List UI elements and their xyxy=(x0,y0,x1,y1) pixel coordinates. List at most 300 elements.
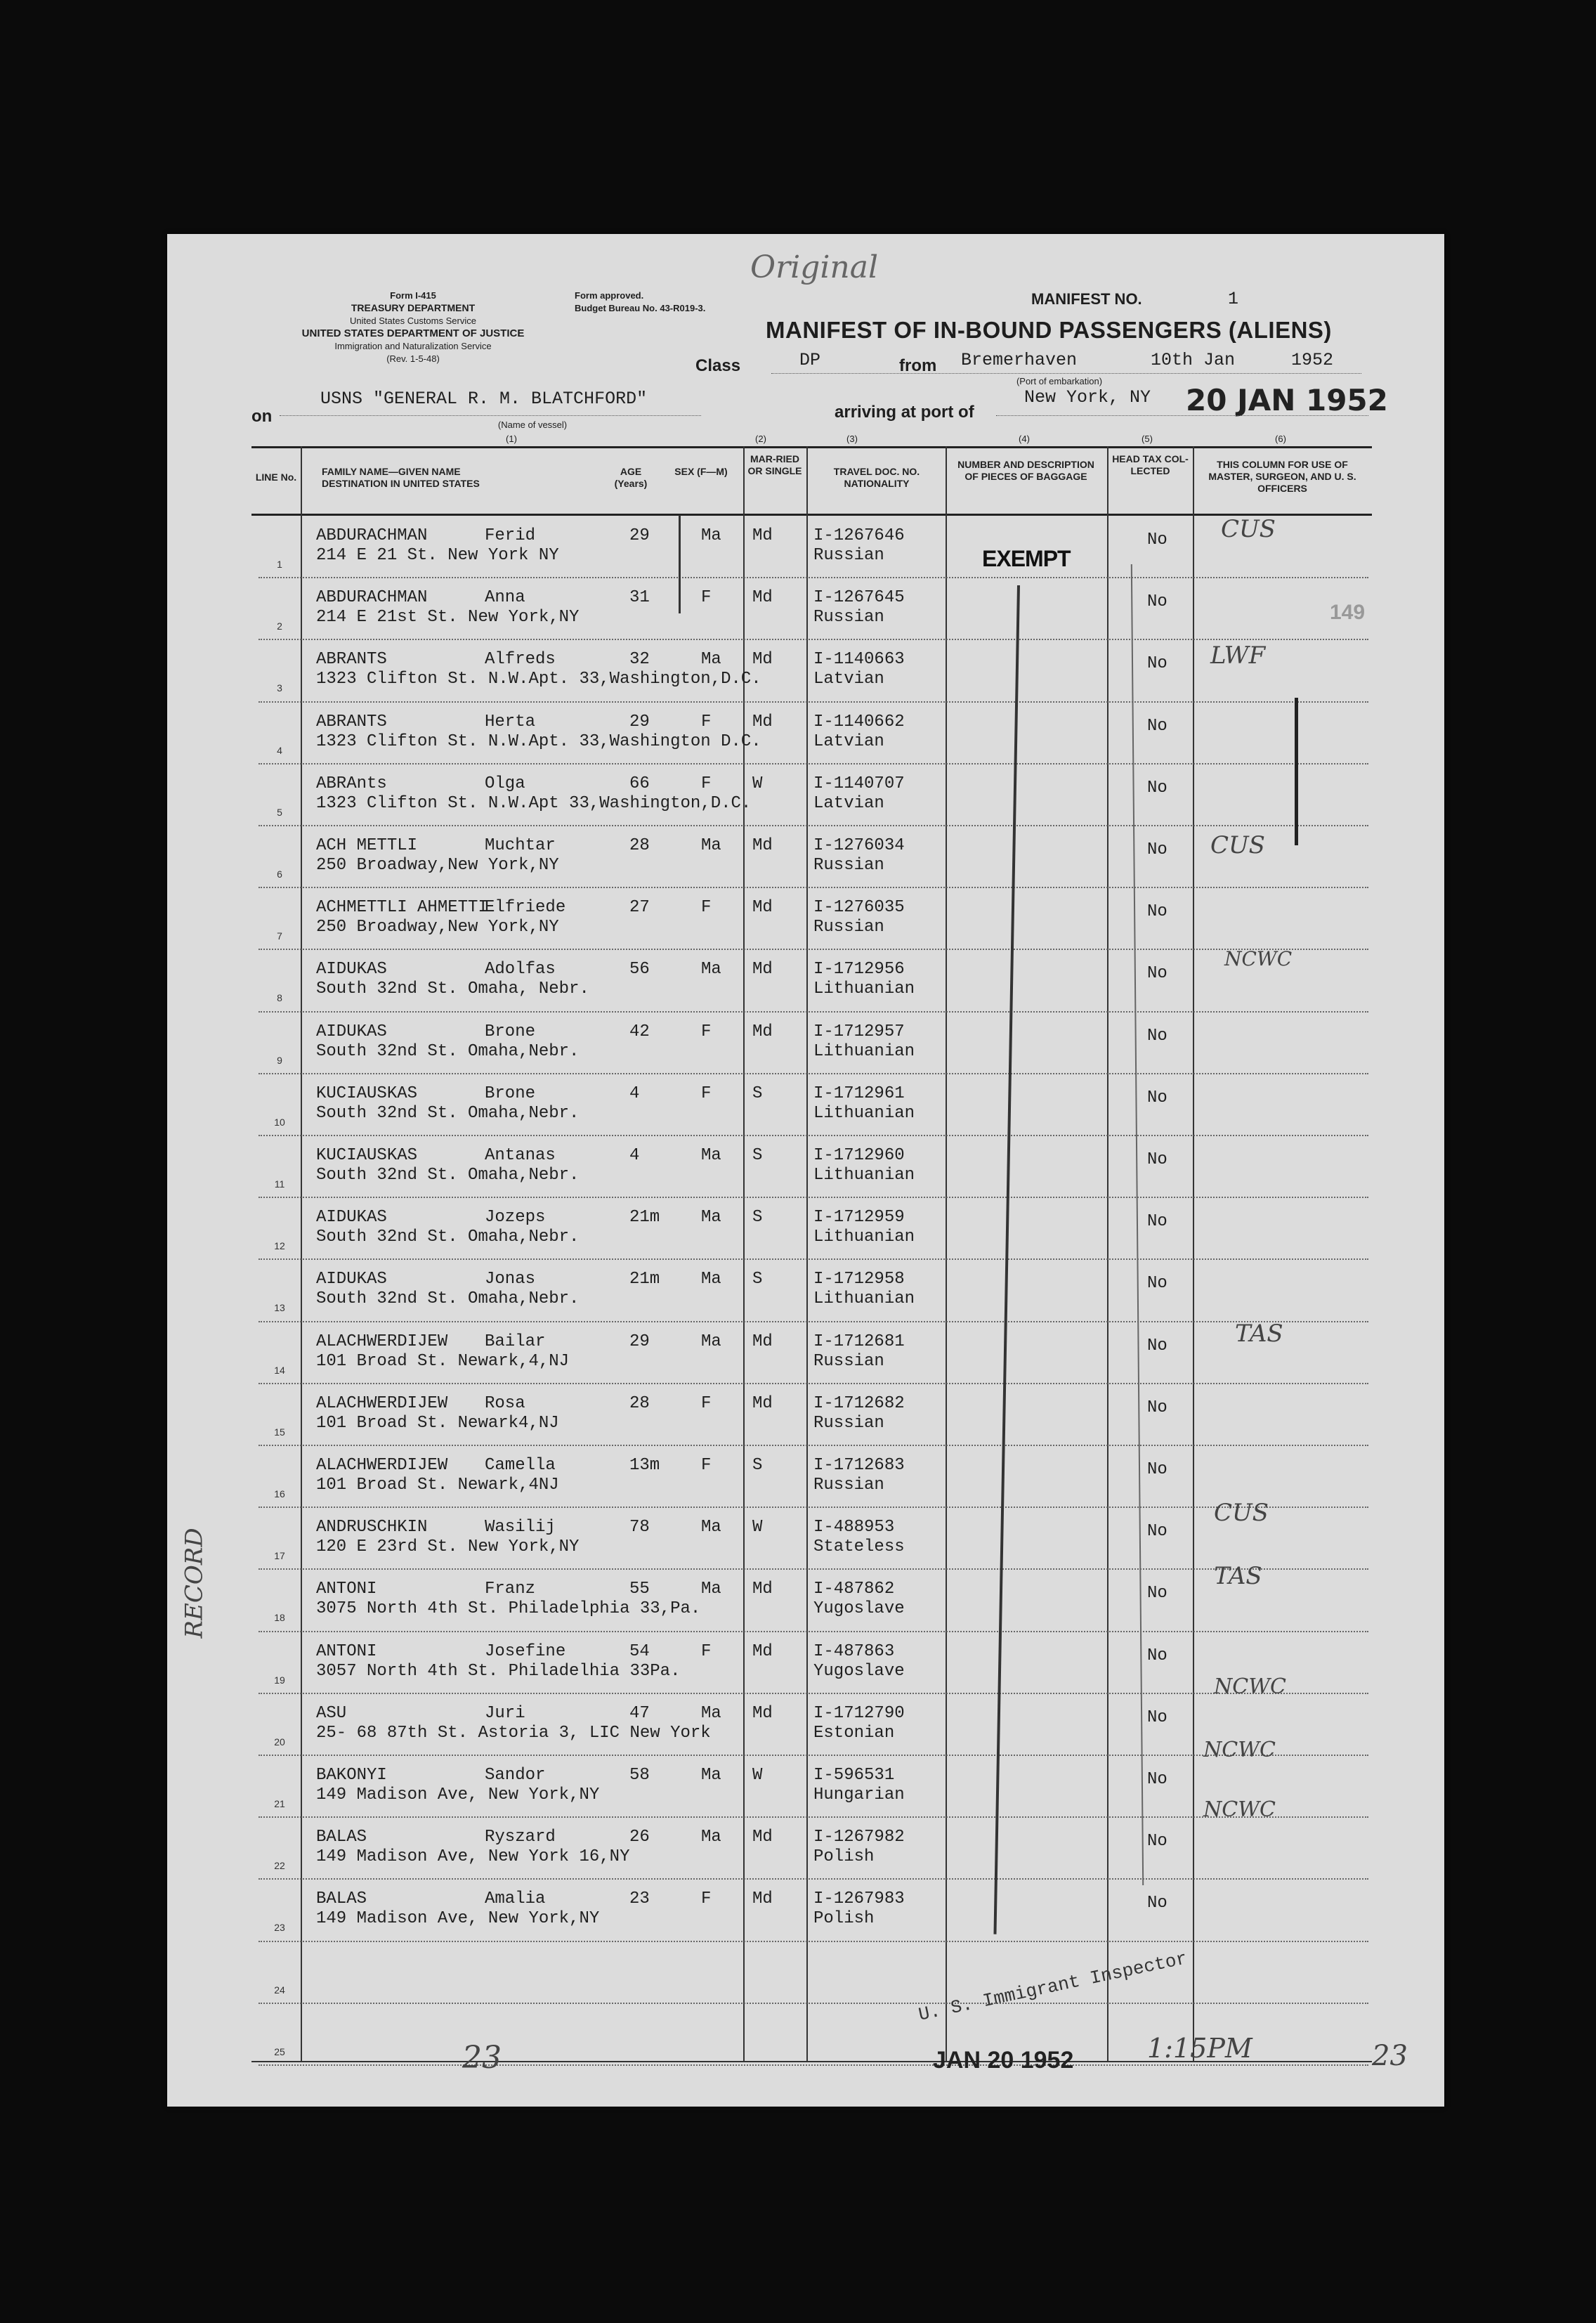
from-value: Bremerhaven xyxy=(961,350,1078,370)
nationality: Yugoslave xyxy=(813,1661,905,1681)
age: 56 xyxy=(629,960,650,980)
nationality: Russian xyxy=(813,856,884,875)
officer-note: LWF xyxy=(1210,642,1266,670)
family-name: BAKONYI xyxy=(316,1766,387,1785)
given-name: Camella xyxy=(485,1456,556,1475)
manifest-no: 1 xyxy=(1228,289,1239,309)
given-name: Juri xyxy=(485,1703,525,1723)
from-year: 1952 xyxy=(1291,350,1334,370)
col-number-6: (6) xyxy=(1275,434,1286,444)
travel-doc-no: I-1140707 xyxy=(813,774,905,793)
family-name: ASU xyxy=(316,1703,347,1723)
destination: 1323 Clifton St. N.W.Apt. 33,Washington,D.C. xyxy=(316,670,761,689)
travel-doc-no: I-1267646 xyxy=(813,526,905,545)
destination: South 32nd St. Omaha,Nebr. xyxy=(316,1041,580,1061)
given-name: Josefine xyxy=(485,1641,566,1661)
head-tax: No xyxy=(1147,1274,1167,1294)
sex: Ma xyxy=(701,1208,721,1228)
marital-status: Md xyxy=(752,650,773,670)
line-number: 3 xyxy=(277,682,282,694)
family-name: ACH METTLI xyxy=(316,836,418,855)
line-number: 16 xyxy=(274,1488,285,1499)
header-travel-doc: TRAVEL DOC. NO. NATIONALITY xyxy=(833,466,920,489)
family-name: KUCIAUSKAS xyxy=(316,1146,418,1165)
given-name: Ryszard xyxy=(485,1828,556,1847)
destination: 120 E 23rd St. New York,NY xyxy=(316,1537,580,1557)
line-number: 24 xyxy=(274,1984,285,1996)
marital-status: W xyxy=(752,1766,763,1785)
nationality: Estonian xyxy=(813,1723,895,1743)
head-tax: No xyxy=(1147,1026,1167,1046)
destination: 214 E 21st St. New York,NY xyxy=(316,608,580,627)
head-tax: No xyxy=(1147,778,1167,798)
given-name: Anna xyxy=(485,588,525,608)
given-name: Adolfas xyxy=(485,960,556,980)
form-rev: (Rev. 1-5-48) xyxy=(386,353,440,364)
given-name: Amalia xyxy=(485,1889,546,1909)
line-number: 11 xyxy=(274,1178,285,1190)
row-divider xyxy=(259,1941,1368,1942)
header-sex: SEX (F—M) xyxy=(674,466,728,477)
marital-status: Md xyxy=(752,960,773,980)
row-divider xyxy=(259,701,1368,703)
age: 78 xyxy=(629,1518,650,1537)
destination: 250 Broadway,New York,NY xyxy=(316,918,559,937)
destination: South 32nd St. Omaha,Nebr. xyxy=(316,1289,580,1309)
travel-doc-no: I-1267645 xyxy=(813,588,905,608)
nationality: Latvian xyxy=(813,793,884,813)
marital-status: Md xyxy=(752,1022,773,1041)
sex: F xyxy=(701,1456,712,1475)
given-name: Sandor xyxy=(485,1766,546,1785)
given-name: Herta xyxy=(485,712,536,731)
age: 21m xyxy=(629,1208,660,1228)
header-baggage: NUMBER AND DESCRIPTION OF PIECES OF BAGGAGE xyxy=(957,459,1094,482)
head-tax: No xyxy=(1147,654,1167,674)
marital-status: Md xyxy=(752,1828,773,1847)
head-tax: No xyxy=(1147,1150,1167,1169)
travel-doc-no: I-1712683 xyxy=(813,1456,905,1475)
margin-record-note: RECORD xyxy=(180,1528,209,1639)
marital-status: W xyxy=(752,1518,763,1537)
nationality: Lithuanian xyxy=(813,1103,915,1123)
family-name: ABDURACHMAN xyxy=(316,588,428,608)
family-name: AIDUKAS xyxy=(316,1270,387,1289)
travel-doc-no: I-1267983 xyxy=(813,1889,905,1909)
destination: South 32nd St. Omaha,Nebr. xyxy=(316,1166,580,1185)
header-name: FAMILY NAME—GIVEN NAME DESTINATION IN UNITED STATES xyxy=(322,466,480,489)
nationality: Russian xyxy=(813,608,884,627)
line-number: 2 xyxy=(277,620,282,632)
line-number: 25 xyxy=(274,2045,285,2057)
family-name: ANTONI xyxy=(316,1580,377,1599)
destination: 101 Broad St. Newark4,NJ xyxy=(316,1413,559,1433)
row-divider xyxy=(259,639,1368,640)
nationality: Lithuanian xyxy=(813,1041,915,1061)
marital-status: Md xyxy=(752,1641,773,1661)
nationality: Lithuanian xyxy=(813,1166,915,1185)
line-number: 19 xyxy=(274,1674,285,1686)
destination: 214 E 21 St. New York NY xyxy=(316,546,559,565)
col-number-2: (2) xyxy=(755,434,766,444)
given-name: Muchtar xyxy=(485,836,556,855)
family-name: ALACHWERDIJEW xyxy=(316,1332,448,1351)
given-name: Jonas xyxy=(485,1270,536,1289)
travel-doc-no: I-596531 xyxy=(813,1766,895,1785)
sex: F xyxy=(701,1084,712,1103)
sex: F xyxy=(701,1022,712,1041)
head-tax: No xyxy=(1147,592,1167,612)
marital-status: S xyxy=(752,1084,763,1103)
given-name: Alfreds xyxy=(485,650,556,670)
class-label: Class xyxy=(695,356,741,375)
marital-status: Md xyxy=(752,712,773,731)
travel-doc-no: I-1712958 xyxy=(813,1270,905,1289)
destination: 1323 Clifton St. N.W.Apt. 33,Washington D.C. xyxy=(316,731,761,751)
row-divider xyxy=(259,1631,1368,1632)
marital-status: Md xyxy=(752,588,773,608)
customs-service: United States Customs Service xyxy=(350,315,476,326)
manifest-page xyxy=(167,234,1444,2107)
destination: 1323 Clifton St. N.W.Apt 33,Washington,D.C. xyxy=(316,793,752,813)
family-name: BALAS xyxy=(316,1889,367,1909)
from-label: from xyxy=(899,356,937,375)
marital-status: Md xyxy=(752,1889,773,1909)
travel-doc-no: I-1712961 xyxy=(813,1084,905,1103)
line-number: 15 xyxy=(274,1426,285,1438)
header-officers: THIS COLUMN FOR USE OF MASTER, SURGEON, AND U. S. OFFICERS xyxy=(1208,459,1356,494)
sex: Ma xyxy=(701,650,721,670)
marital-status: Md xyxy=(752,526,773,545)
line-number: 12 xyxy=(274,1240,285,1252)
row-divider xyxy=(259,825,1368,826)
travel-doc-no: I-1712959 xyxy=(813,1208,905,1228)
travel-doc-no: I-1140663 xyxy=(813,650,905,670)
marital-status: S xyxy=(752,1270,763,1289)
head-tax: No xyxy=(1147,1460,1167,1479)
sex: Ma xyxy=(701,1270,721,1289)
travel-doc-no: I-487863 xyxy=(813,1641,895,1661)
line-number: 1 xyxy=(277,559,282,570)
sex: Ma xyxy=(701,1703,721,1723)
row-divider xyxy=(259,1011,1368,1013)
family-name: ABDURACHMAN xyxy=(316,526,428,545)
travel-doc-no: I-1267982 xyxy=(813,1828,905,1847)
row-divider xyxy=(259,1073,1368,1074)
age: 66 xyxy=(629,774,650,793)
family-name: ACHMETTLI AHMETTI xyxy=(316,898,488,918)
marital-status: S xyxy=(752,1456,763,1475)
vessel-name: USNS "GENERAL R. M. BLATCHFORD" xyxy=(320,389,648,409)
nationality: Latvian xyxy=(813,731,884,751)
age: 29 xyxy=(629,526,650,545)
nationality: Lithuanian xyxy=(813,1289,915,1309)
marital-status: Md xyxy=(752,1332,773,1351)
travel-doc-no: I-487862 xyxy=(813,1580,895,1599)
age: 55 xyxy=(629,1580,650,1599)
age: 23 xyxy=(629,1889,650,1909)
sex: F xyxy=(701,1393,712,1413)
col-number-1: (1) xyxy=(506,434,517,444)
row-divider xyxy=(259,1383,1368,1384)
row-divider xyxy=(259,2003,1368,2004)
officer-note: CUS xyxy=(1210,831,1265,859)
age: 4 xyxy=(629,1146,640,1165)
age: 21m xyxy=(629,1270,660,1289)
time-note: 1:15PM xyxy=(1147,2033,1252,2064)
officer-note: NCWC xyxy=(1224,947,1293,970)
age: 29 xyxy=(629,1332,650,1351)
age: 32 xyxy=(629,650,650,670)
destination: 3075 North 4th St. Philadelphia 33,Pa. xyxy=(316,1599,701,1619)
head-tax: No xyxy=(1147,1398,1167,1417)
officer-note: NCWC xyxy=(1203,1738,1276,1762)
destination: 250 Broadway,New York,NY xyxy=(316,856,559,875)
officer-note: NCWC xyxy=(1214,1674,1286,1699)
officer-note: TAS xyxy=(1214,1562,1262,1590)
destination: 149 Madison Ave, New York 16,NY xyxy=(316,1847,630,1867)
row-divider xyxy=(259,1135,1368,1136)
sex: Ma xyxy=(701,526,721,545)
marital-status: Md xyxy=(752,1580,773,1599)
given-name: Wasilij xyxy=(485,1518,556,1537)
sex: F xyxy=(701,1889,712,1909)
head-tax: No xyxy=(1147,1088,1167,1107)
row-divider xyxy=(259,577,1368,578)
family-name: ABRANTS xyxy=(316,712,387,731)
vessel-caption: (Name of vessel) xyxy=(497,419,568,430)
sex: Ma xyxy=(701,836,721,855)
travel-doc-no: I-1712682 xyxy=(813,1393,905,1413)
family-name: AIDUKAS xyxy=(316,960,387,980)
sex: Ma xyxy=(701,1518,721,1537)
nationality: Russian xyxy=(813,1476,884,1495)
age: 29 xyxy=(629,712,650,731)
officer-note: NCWC xyxy=(1203,1797,1276,1822)
destination: South 32nd St. Omaha,Nebr. xyxy=(316,1228,580,1247)
age: 26 xyxy=(629,1828,650,1847)
family-name: KUCIAUSKAS xyxy=(316,1084,418,1103)
sex: F xyxy=(701,1641,712,1661)
head-tax: No xyxy=(1147,1522,1167,1542)
officer-note: CUS xyxy=(1221,515,1276,543)
marital-status: Md xyxy=(752,836,773,855)
header-line-no: LINE No. xyxy=(255,471,297,483)
marital-status: S xyxy=(752,1208,763,1228)
head-tax: No xyxy=(1147,1894,1167,1913)
sex: Ma xyxy=(701,1828,721,1847)
treasury-dept: TREASURY DEPARTMENT xyxy=(351,302,476,313)
manifest-title: MANIFEST OF IN-BOUND PASSENGERS (ALIENS) xyxy=(766,317,1332,343)
head-tax: No xyxy=(1147,716,1167,736)
row-divider xyxy=(259,1197,1368,1198)
age: 47 xyxy=(629,1703,650,1723)
travel-doc-no: I-1712957 xyxy=(813,1022,905,1041)
line-number: 10 xyxy=(274,1116,285,1128)
nationality: Russian xyxy=(813,1351,884,1371)
officer-note: CUS xyxy=(1214,1499,1269,1527)
given-name: Brone xyxy=(485,1084,536,1103)
line-number: 17 xyxy=(274,1550,285,1562)
nationality: Lithuanian xyxy=(813,1228,915,1247)
head-tax: No xyxy=(1147,1832,1167,1852)
nationality: Polish xyxy=(813,1909,875,1929)
marital-status: S xyxy=(752,1146,763,1165)
row-divider xyxy=(259,1568,1368,1570)
head-tax: No xyxy=(1147,1707,1167,1727)
family-name: AIDUKAS xyxy=(316,1022,387,1041)
row-divider xyxy=(259,887,1368,888)
date-stamp: JAN 20 1952 xyxy=(933,2047,1074,2074)
line-number: 8 xyxy=(277,992,282,1004)
given-name: Bailar xyxy=(485,1332,546,1351)
travel-doc-no: I-1276035 xyxy=(813,898,905,918)
row-divider xyxy=(259,1507,1368,1508)
sex: Ma xyxy=(701,960,721,980)
count-right: 23 xyxy=(1372,2040,1408,2072)
age: 13m xyxy=(629,1456,660,1475)
line-number: 9 xyxy=(277,1054,282,1066)
line-number: 7 xyxy=(277,930,282,942)
line-number: 21 xyxy=(274,1798,285,1809)
nationality: Russian xyxy=(813,918,884,937)
manifest-no-label: MANIFEST NO. xyxy=(1031,290,1142,308)
given-name: Antanas xyxy=(485,1146,556,1165)
row-divider xyxy=(259,1878,1368,1880)
arriving-label: arriving at port of xyxy=(835,403,974,422)
line-number: 23 xyxy=(274,1922,285,1934)
nationality: Russian xyxy=(813,546,884,565)
destination: 149 Madison Ave, New York,NY xyxy=(316,1785,600,1804)
arrival-port: New York, NY xyxy=(1024,387,1151,408)
row-divider xyxy=(259,1445,1368,1446)
head-tax: No xyxy=(1147,531,1167,549)
destination: South 32nd St. Omaha,Nebr. xyxy=(316,1103,580,1123)
line-number: 14 xyxy=(274,1364,285,1376)
age: 4 xyxy=(629,1084,640,1103)
given-name: Franz xyxy=(485,1580,536,1599)
travel-doc-no: I-1712956 xyxy=(813,960,905,980)
line-number: 5 xyxy=(277,806,282,818)
age: 28 xyxy=(629,836,650,855)
line-number: 22 xyxy=(274,1860,285,1872)
header-married: MAR-RIED OR SINGLE xyxy=(747,453,802,476)
nationality: Stateless xyxy=(813,1537,905,1557)
row-divider xyxy=(259,2064,1368,2066)
col-number-3: (3) xyxy=(846,434,858,444)
stamp-149: 149 xyxy=(1330,601,1366,624)
travel-doc-no: I-1712681 xyxy=(813,1332,905,1351)
travel-doc-no: I-1276034 xyxy=(813,836,905,855)
header-age: AGE (Years) xyxy=(614,466,648,489)
nationality: Polish xyxy=(813,1847,875,1867)
destination: South 32nd St. Omaha, Nebr. xyxy=(316,980,589,999)
line-number: 4 xyxy=(277,744,282,756)
head-tax: No xyxy=(1147,1336,1167,1355)
line-number: 18 xyxy=(274,1612,285,1624)
age: 42 xyxy=(629,1022,650,1041)
travel-doc-no: I-1712960 xyxy=(813,1146,905,1165)
on-label: on xyxy=(251,407,273,426)
line-number: 20 xyxy=(274,1736,285,1748)
arrival-date-stamp: 20 JAN 1952 xyxy=(1186,383,1388,417)
sex: Ma xyxy=(701,1332,721,1351)
family-name: ALACHWERDIJEW xyxy=(316,1393,448,1413)
destination: 3057 North 4th St. Philadelhia 33Pa. xyxy=(316,1661,681,1681)
family-name: ABRAnts xyxy=(316,774,387,793)
inspector-stamp: U. S. Immigrant Inspector xyxy=(916,1948,1189,2026)
family-name: ANDRUSCHKIN xyxy=(316,1518,428,1537)
row-divider xyxy=(259,1755,1368,1756)
travel-doc-no: I-488953 xyxy=(813,1518,895,1537)
sex: F xyxy=(701,774,712,793)
travel-doc-no: I-1140662 xyxy=(813,712,905,731)
sex: Ma xyxy=(701,1146,721,1165)
given-name: Olga xyxy=(485,774,525,793)
family-name: BALAS xyxy=(316,1828,367,1847)
age: 54 xyxy=(629,1641,650,1661)
marital-status: W xyxy=(752,774,763,793)
nationality: Hungarian xyxy=(813,1785,905,1804)
form-approved: Form approved. xyxy=(575,290,644,301)
age: 31 xyxy=(629,588,650,608)
age: 58 xyxy=(629,1766,650,1785)
family-name: ALACHWERDIJEW xyxy=(316,1456,448,1475)
marital-status: Md xyxy=(752,1393,773,1413)
given-name: Jozeps xyxy=(485,1208,546,1228)
age: 28 xyxy=(629,1393,650,1413)
form-number: Form I-415 xyxy=(390,290,436,301)
exempt-stamp: EXEMPT xyxy=(982,546,1071,571)
given-name: Ferid xyxy=(485,526,536,545)
officer-note: TAS xyxy=(1235,1320,1283,1348)
col-number-5: (5) xyxy=(1142,434,1153,444)
budget-bureau: Budget Bureau No. 43-R019-3. xyxy=(575,303,706,313)
destination: 25- 68 87th St. Astoria 3, LIC New York xyxy=(316,1723,711,1743)
sex: F xyxy=(701,588,712,608)
marital-status: Md xyxy=(752,898,773,918)
head-tax: No xyxy=(1147,1584,1167,1603)
travel-doc-no: I-1712790 xyxy=(813,1703,905,1723)
given-name: Rosa xyxy=(485,1393,525,1413)
class-value: DP xyxy=(799,350,821,370)
head-tax: No xyxy=(1147,902,1167,922)
row-divider xyxy=(259,1321,1368,1322)
line-number: 13 xyxy=(274,1302,285,1314)
sex: F xyxy=(701,898,712,918)
head-tax: No xyxy=(1147,1212,1167,1232)
nationality: Russian xyxy=(813,1413,884,1433)
head-tax: No xyxy=(1147,964,1167,984)
marital-status: Md xyxy=(752,1703,773,1723)
family-name: ABRANTS xyxy=(316,650,387,670)
destination: 101 Broad St. Newark,4NJ xyxy=(316,1476,559,1495)
head-tax: No xyxy=(1147,1646,1167,1665)
nationality: Latvian xyxy=(813,670,884,689)
justice-dept: UNITED STATES DEPARTMENT OF JUSTICE xyxy=(301,327,525,339)
head-tax: No xyxy=(1147,1770,1167,1789)
nationality: Lithuanian xyxy=(813,980,915,999)
row-divider xyxy=(259,1816,1368,1818)
sex: F xyxy=(701,712,712,731)
original-note: Original xyxy=(750,249,879,285)
row-divider xyxy=(259,1258,1368,1260)
count-bottom: 23 xyxy=(462,2040,502,2076)
nationality: Yugoslave xyxy=(813,1599,905,1619)
from-date: 10th Jan xyxy=(1151,350,1236,370)
port-embark-caption: (Port of embarkation) xyxy=(1016,376,1103,386)
destination: 149 Madison Ave, New York,NY xyxy=(316,1909,600,1929)
